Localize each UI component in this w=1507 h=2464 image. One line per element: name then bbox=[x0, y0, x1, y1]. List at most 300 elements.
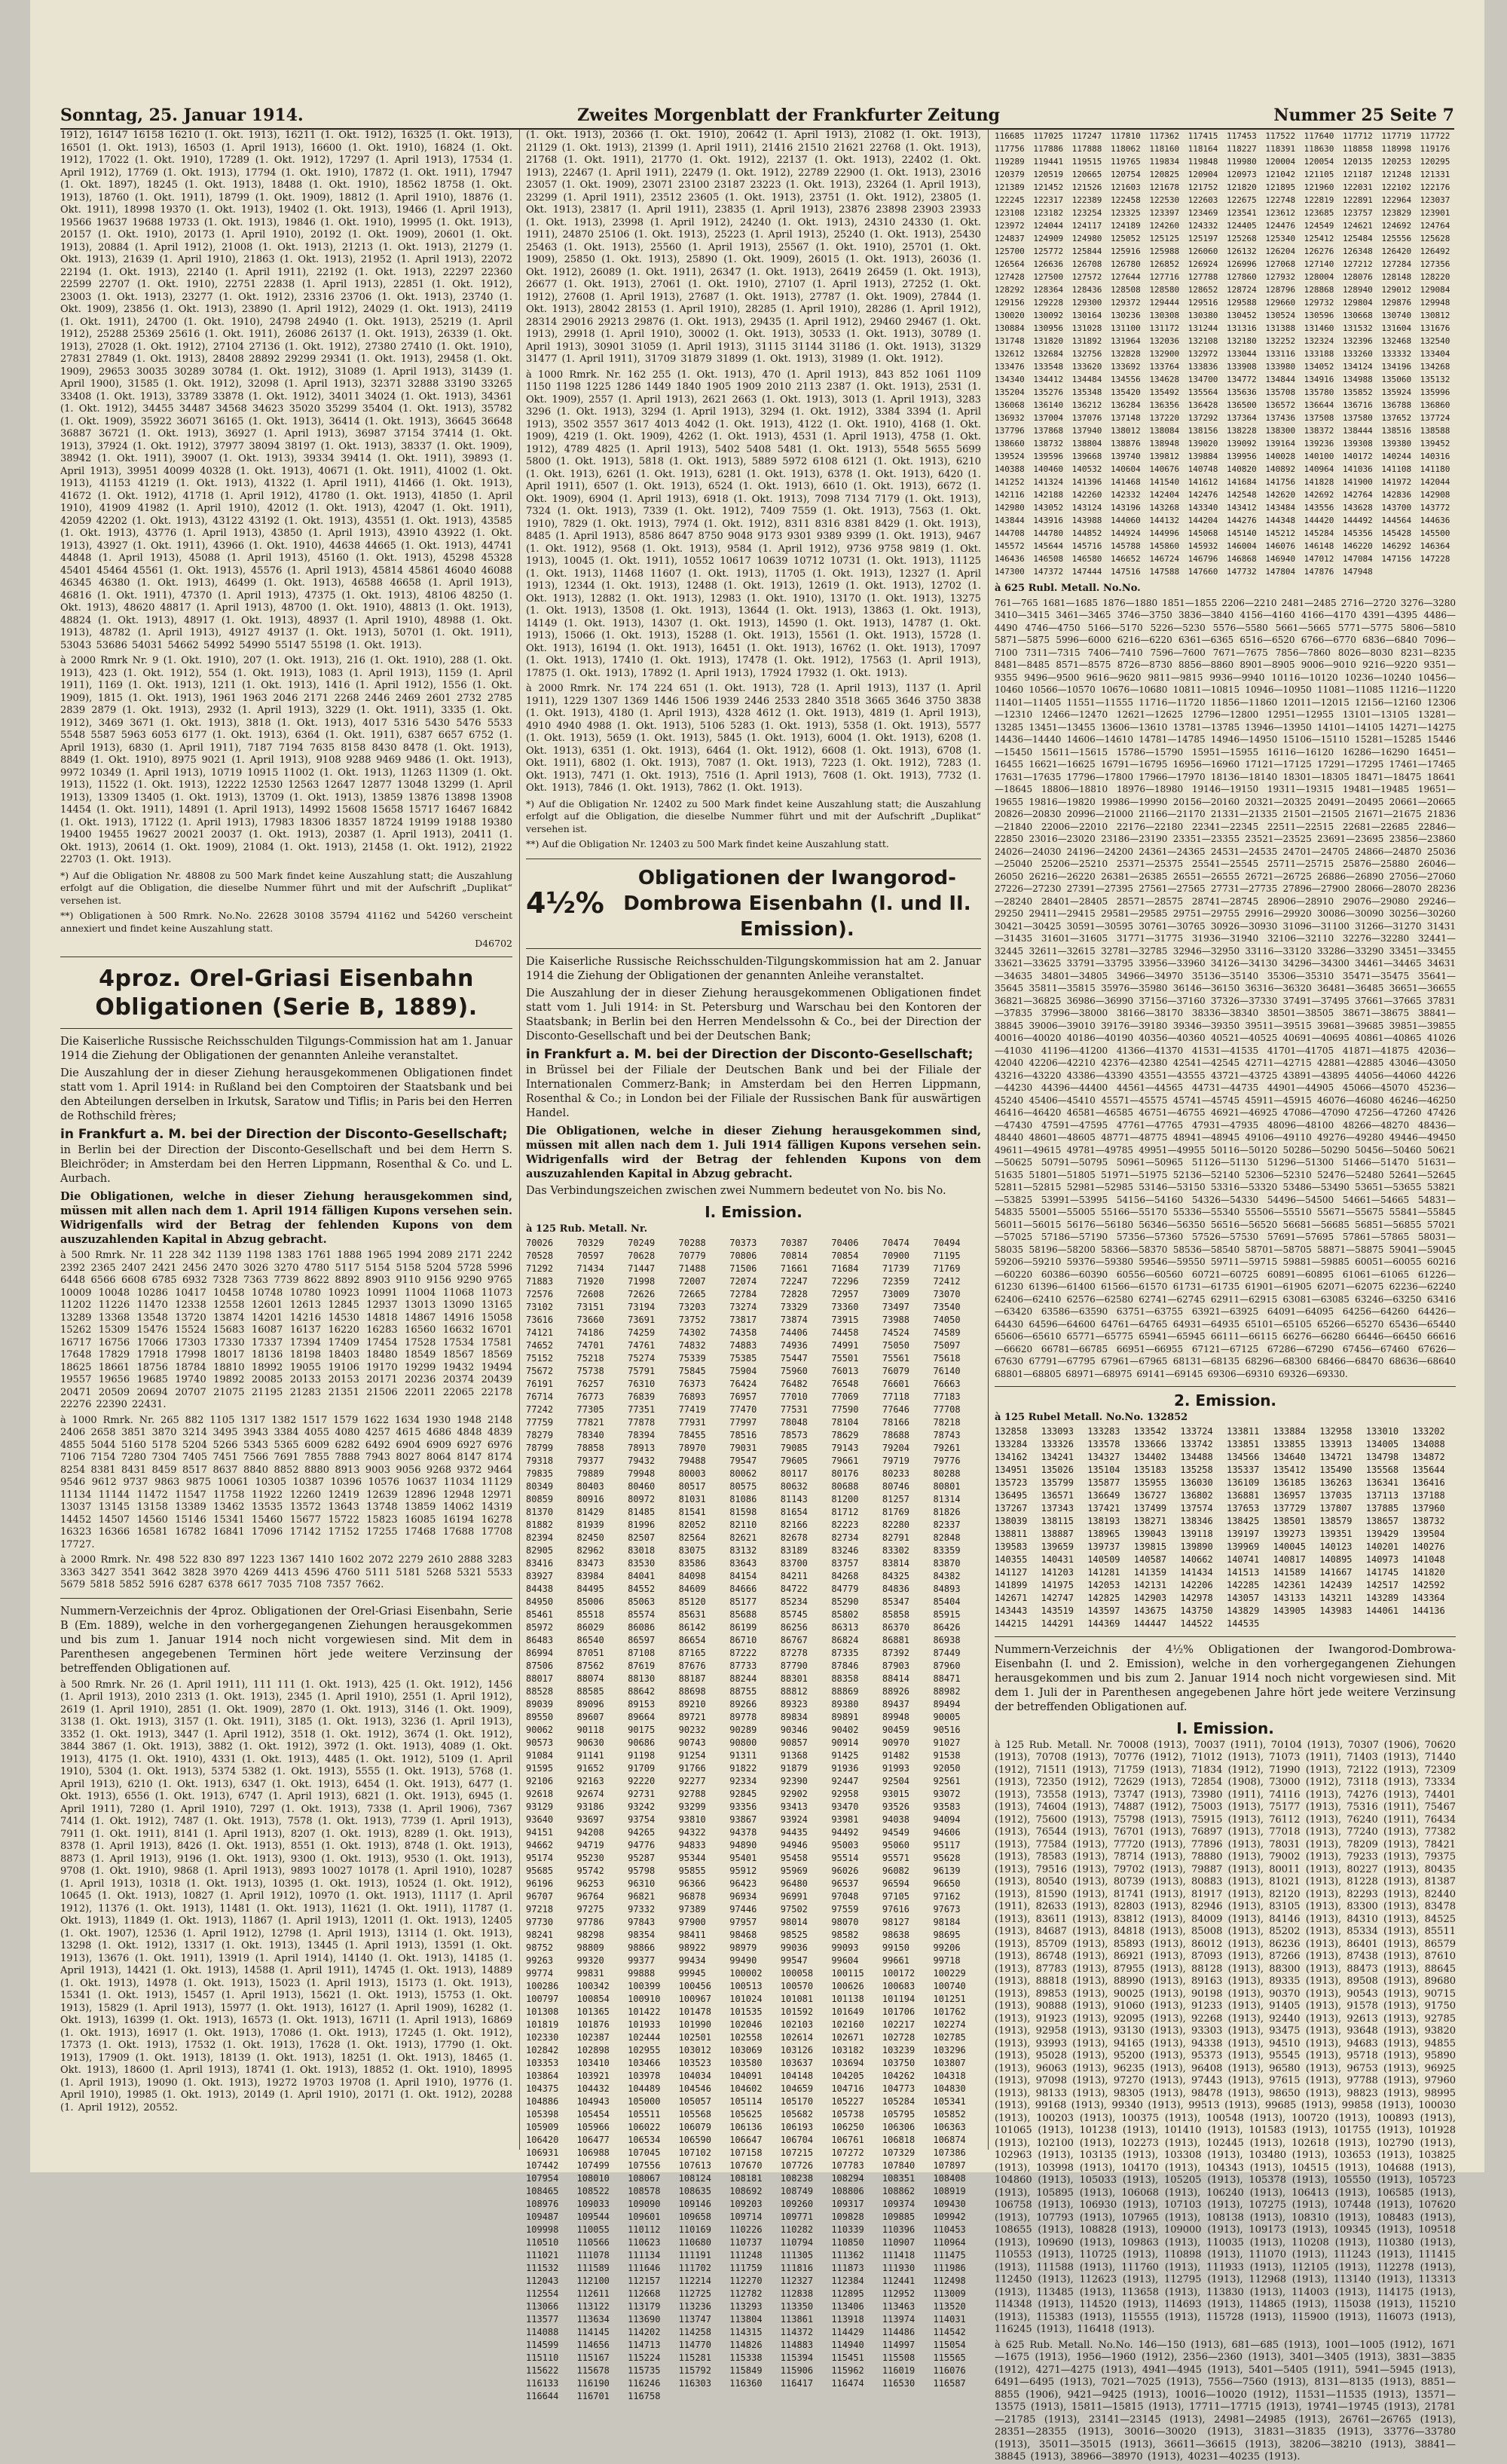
bond-number: 126636 bbox=[1033, 259, 1064, 269]
bond-number: 94322 bbox=[678, 1827, 706, 1838]
bond-number: 76839 bbox=[628, 1391, 656, 1402]
bond-number: 94719 bbox=[576, 1840, 604, 1850]
bond-number: 138948 bbox=[1149, 439, 1180, 448]
bond-number: 106477 bbox=[576, 2135, 610, 2145]
bond-number: 145428 bbox=[1381, 528, 1412, 538]
bond-number: 99718 bbox=[933, 1955, 961, 1966]
bond-number: 104886 bbox=[526, 2096, 559, 2107]
bond-number: 140431 bbox=[1041, 1554, 1074, 1565]
bond-number: 74302 bbox=[678, 1327, 706, 1338]
bond-number: 142285 bbox=[1226, 1580, 1260, 1590]
bond-number: 127572 bbox=[1071, 272, 1102, 282]
bond-number: 97957 bbox=[729, 1917, 757, 1927]
bond-number: 137421 bbox=[1087, 1503, 1120, 1514]
bond-number: 91027 bbox=[933, 1737, 961, 1748]
bond-number: 71292 bbox=[526, 1263, 554, 1274]
bond-number: 84098 bbox=[678, 1571, 706, 1581]
bond-number: 105682 bbox=[780, 2109, 814, 2120]
bond-number: 131604 bbox=[1381, 323, 1412, 333]
bond-number: 81598 bbox=[729, 1507, 757, 1517]
bond-number: 133836 bbox=[1188, 362, 1218, 372]
bond-number: 117712 bbox=[1342, 131, 1373, 141]
bond-number: 129444 bbox=[1149, 298, 1180, 308]
bond-number: 96196 bbox=[526, 1878, 554, 1889]
bond-number: 137220 bbox=[1149, 413, 1180, 423]
col2-top-numbers: (1. Okt. 1913), 20366 (1. Okt. 1910), 20642 (1. April 1913), 21082 (1. Okt. 1913), 21129 (1. Okt. 1913), 21399 (1. April 1911), 21416 21510 21621 22768 (1. Okt. 1913), 21768 (1. Okt. 1911), 21770 (1. Okt. 1912), 22137 (1. Okt. 1913), 22402 (1. Okt. 1913), 22467 (1. April 1911), 22479 (1. Okt. 1912), 22789 22900 (1. Okt. 1913), 23016 23057 (1. Okt. 1909), 23071 23100 23187 23223 (1. Okt. 1913), 23264 (1. April 1913), 23299 (1. April 1911), 23512 23605 (1. Okt. 1913), 23751 (1. Okt. 1912), 23805 (1. Okt. 1913), 23817 (1. April 1911), 23835 (1. April 1913), 23876 23898 23903 23933 (1. Okt. 1913), 23998 (1. April 1912), 24240 (1. Okt. 1913), 24310 24330 (1. Okt. 1911), 24870 25106 (1. Okt. 1913), 25223 (1. April 1913), 25240 (1. Okt. 1913), 25430 25463 (1. Okt. 1913), 25560 (1. April 1913), 25567 (1. Okt. 1910), 25701 (1. Okt. 1909), 25850 (1. Okt. 1913), 25890 (1. Okt. 1909), 26015 (1. Okt. 1913), 26036 (1. Okt. 1912), 26089 (1. Okt. 1911), 26347 (1. Okt. 1913), 26419 26459 (1. Okt. 1913), 26677 (1. Okt. 1913), 27061 (1. Okt. 1910), 27107 (1. April 1913), 27252 (1. Okt. 1912), 27608 (1. April 1913), 27687 (1. Okt. 1913), 27787 (1. Okt. 1909), 27844 (1. Okt. 1913), 28042 28153 (1. April 1910), 28285 (1. April 1910), 28286 (1. April 1912), 28314 29016 29213 29876 (1. Okt. 1913), 29435 (1. April 1912), 29460 29467 (1. Okt. 1913), 29918 (1. April 1910), 30002 (1. Okt. 1913), 30533 (1. Okt. 1913), 30789 (1. April 1913), 30901 31059 (1. April 1913), 31115 31144 31186 (1. Okt. 1913), 31329 31477 (1. April 1911), 31709 31879 31899 (1. Okt. 1913), 31989 (1. Okt. 1912). bbox=[526, 130, 981, 365]
bond-number: 139524 bbox=[995, 451, 1025, 461]
bond-number: 96423 bbox=[729, 1878, 757, 1889]
bond-number: 88982 bbox=[933, 1686, 961, 1697]
bond-number: 114940 bbox=[831, 2340, 864, 2350]
bond-number: 92106 bbox=[526, 1776, 554, 1786]
bond-number: 123469 bbox=[1188, 208, 1218, 218]
bond-number: 104375 bbox=[526, 2083, 559, 2094]
bond-number: 133116 bbox=[1265, 349, 1296, 359]
bond-number: 138660 bbox=[995, 439, 1025, 448]
bond-number: 86256 bbox=[780, 1622, 808, 1633]
bond-number: 83870 bbox=[933, 1558, 961, 1569]
bond-number: 77419 bbox=[678, 1404, 706, 1415]
bond-number: 143211 bbox=[1319, 1593, 1353, 1603]
bond-number: 75152 bbox=[526, 1353, 554, 1364]
bond-number: 107102 bbox=[678, 2147, 712, 2158]
bond-number: 135490 bbox=[1319, 1465, 1353, 1475]
bond-number: 103069 bbox=[729, 2045, 763, 2055]
bond-number: 138732 bbox=[1412, 1516, 1445, 1526]
bond-number: 86767 bbox=[780, 1635, 808, 1645]
bond-number: 90800 bbox=[729, 1737, 757, 1748]
bond-number: 98866 bbox=[628, 1942, 656, 1953]
bond-number: 78688 bbox=[882, 1430, 909, 1440]
bond-number: 88301 bbox=[780, 1673, 808, 1684]
bond-number: 144852 bbox=[1071, 528, 1102, 538]
bond-number: 103012 bbox=[678, 2045, 712, 2055]
bond-number: 73360 bbox=[831, 1302, 859, 1312]
bond-number: 95287 bbox=[628, 1853, 656, 1863]
bond-number: 144204 bbox=[1188, 516, 1218, 525]
iwangorod-nv-text: à 125 Rub. Metall. Nr. 70008 (1913), 70037 (1911), 70104 (1913), 70307 (1906), 70620 (1913), 70708 (1913), 70776 (1912), 71012 (1913), 71073 (1911), 71403 (1913), 71440 (1912), 71511 (1913), 71759 (1913), 71834 (1912), 71990 (1913), 72122 (1913), 72309 (1913), 72350 (1912), 72629 (1913), 72854 (1908), 73000 (1912), 73118 (1913), 73334 (1913), 73558 (1913), 73747 (1913), 73980 (1911), 74116 (1913), 74276 (1913), 74401 (1913), 74604 (1913), 74887 (1912), 75003 (1913), 75177 (1913), 75316 (1911), 75467 (1912), 75600 (1913), 75798 (1913), 75915 (1913), 76112 (1913), 76240 (1911), 76434 (1913), 76544 (1913), 76701 (1913), 76897 (1913), 77018 (1913), 77240 (1913), 77382 (1913), 77584 (1913), 77720 (1913), 77896 (1913), 78031 (1913), 78209 (1913), 78421 (1913), 78583 (1913), 78714 (1913), 78880 (1913), 79002 (1913), 79233 (1913), 79375 (1913), 79516 (1913), 79702 (1913), 79887 (1913), 80011 (1913), 80227 (1913), 80435 (1913), 80540 (1913), 80739 (1913), 80883 (1913), 81021 (1913), 81228 (1913), 81387 (1913), 81590 (1913), 81741 (1913), 81917 (1913), 82120 (1913), 82293 (1913), 82440 (1911), 82633 (1913), 82803 (1913), 82946 (1913), 83105 (1913), 83300 (1913), 83478 (1913), 83611 (1913), 83812 (1913), 84009 (1913), 84146 (1913), 84310 (1913), 84525 (1913), 84687 (1913), 84818 (1913), 85008 (1913), 85202 (1913), 85334 (1913), 85511 (1913), 85709 (1913), 85893 (1913), 86012 (1913), 86236 (1913), 86401 (1913), 86579 (1913), 86748 (1913), 86921 (1913), 87093 (1913), 87266 (1913), 87438 (1913), 87610 (1913), 87783 (1913), 87955 (1913), 88128 (1913), 88300 (1913), 88473 (1913), 88645 (1913), 88818 (1913), 88990 (1913), 89163 (1913), 89335 (1913), 89508 (1913), 89680 (1913), 89853 (1913), 90025 (1913), 90198 (1913), 90370 (1913), 90543 (1913), 90715 (1913), 90888 (1913), 91060 (1913), 91233 (1913), 91405 (1913), 91578 (1913), 91750 (1913), 91923 (1913), 92095 (1913), 92268 (1913), 92440 (1913), 92613 (1913), 92785 (1913), 92958 (1913), 93130 (1913), 93303 (1913), 93475 (1913), 93648 (1913), 93820 (1913), 93993 (1913), 94165 (1913), 94338 (1913), 94510 (1913), 94683 (1913), 94855 (1913), 95028 (1913), 95200 (1913), 95373 (1913), 95545 (1913), 95718 (1913), 95890 (1913), 96063 (1913), 96235 (1913), 96408 (1913), 96580 (1913), 96753 (1913), 96925 (1913), 97098 (1913), 97270 (1913), 97443 (1913), 97615 (1913), 97788 (1913), 97960 (1913), 98133 (1913), 98305 (1913), 98478 (1913), 98650 (1913), 98823 (1913), 98995 (1913), 99168 (1913), 99340 (1913), 99513 (1913), 99685 (1913), 99858 (1913), 100030 (1913), 100203 (1913), 100375 (1913), 100548 (1913), 100720 (1913), 100893 (1913), 101065 (1913), 101238 (1913), 101410 (1913), 101583 (1913), 101755 (1913), 101928 (1913), 102100 (1913), 102273 (1913), 102445 (1913), 102618 (1913), 102790 (1913), 102963 (1913), 103135 (1913), 103308 (1913), 103480 (1913), 103653 (1913), 103825 (1913), 103998 (1913), 104170 (1913), 104343 (1913), 104515 (1913), 104688 (1913), 104860 (1913), 105033 (1913), 105205 (1913), 105378 (1913), 105550 (1913), 105723 (1913), 105895 (1913), 106068 (1913), 106240 (1913), 106413 (1913), 106585 (1913), 106758 (1913), 106930 (1913), 107103 (1913), 107275 (1913), 107448 (1913), 107620 (1913), 107793 (1913), 107965 (1913), 108138 (1913), 108310 (1913), 108483 (1913), 108655 (1913), 108828 (1913), 109000 (1913), 109173 (1913), 109345 (1913), 109518 (1913), 109690 (1913), 109863 (1913), 110035 (1913), 110208 (1913), 110380 (1913), 110553 (1913), 110725 (1913), 110898 (1913), 111070 (1913), 111243 (1913), 111415 (1913), 111588 (1913), 111760 (1913), 111933 (1913), 112105 (1913), 112278 (1913), 112450 (1913), 112623 (1913), 112795 (1913), 112968 (1913), 113140 (1913), 113313 (1913), 113485 (1913), 113658 (1913), 113830 (1913), 114003 (1913), 114175 (1913), 114348 (1913), 114520 (1913), 114693 (1913), 114865 (1913), 115038 (1913), 115210 (1913), 115383 (1913), 115555 (1913), 115728 (1913), 115900 (1913), 116073 (1913), 116245 (1913), 116418 (1913). bbox=[995, 1739, 1456, 2335]
bond-number: 112554 bbox=[526, 2288, 559, 2299]
bond-number: 81996 bbox=[628, 1520, 656, 1530]
bond-number: 126852 bbox=[1149, 259, 1180, 269]
bond-number: 83530 bbox=[628, 1558, 656, 1569]
bond-number: 125916 bbox=[1110, 246, 1141, 256]
bond-number: 86029 bbox=[576, 1622, 604, 1633]
bond-number: 119848 bbox=[1188, 157, 1218, 167]
bond-number: 102558 bbox=[729, 2032, 763, 2043]
bond-number: 142671 bbox=[995, 1593, 1028, 1603]
bond-number: 71998 bbox=[628, 1276, 656, 1287]
bond-number: 95969 bbox=[780, 1866, 808, 1876]
bond-number: 77821 bbox=[576, 1417, 604, 1428]
bond-number: 80062 bbox=[729, 1468, 757, 1479]
bond-number: 89210 bbox=[678, 1699, 706, 1709]
bond-number: 70528 bbox=[526, 1250, 554, 1261]
bond-number: 104716 bbox=[831, 2083, 864, 2094]
bond-number: 112100 bbox=[576, 2276, 610, 2286]
bond-number: 115565 bbox=[933, 2352, 966, 2363]
header-date: Sonntag, 25. Januar 1914. bbox=[60, 106, 304, 125]
bond-number: 78970 bbox=[678, 1443, 706, 1453]
bond-number: 121248 bbox=[1381, 170, 1412, 179]
bond-number: 126420 bbox=[1381, 246, 1412, 256]
bond-number: 83757 bbox=[831, 1558, 859, 1569]
bond-number: 141684 bbox=[1226, 477, 1257, 487]
bond-number: 126924 bbox=[1188, 259, 1218, 269]
bond-number: 102614 bbox=[780, 2032, 814, 2043]
bond-number: 115962 bbox=[831, 2365, 864, 2376]
bond-number: 131820 bbox=[1033, 336, 1064, 346]
bond-number: 103750 bbox=[882, 2058, 916, 2068]
bond-number: 92504 bbox=[882, 1776, 909, 1786]
bond-number: 111759 bbox=[729, 2263, 763, 2273]
bond-number: 80003 bbox=[678, 1468, 706, 1479]
bond-number: 138804 bbox=[1071, 439, 1102, 448]
bond-number: 135276 bbox=[1033, 387, 1064, 397]
bond-number: 137574 bbox=[1180, 1503, 1213, 1514]
bond-number: 88074 bbox=[576, 1673, 604, 1684]
bond-number: 115338 bbox=[729, 2352, 763, 2363]
bond-number: 82280 bbox=[882, 1520, 909, 1530]
bond-number: 81429 bbox=[576, 1507, 604, 1517]
bond-number: 78799 bbox=[526, 1443, 554, 1453]
bond-number: 81654 bbox=[780, 1507, 808, 1517]
bond-number: 70597 bbox=[576, 1250, 604, 1261]
bond-number: 136860 bbox=[1420, 400, 1450, 410]
bond-number: 105625 bbox=[729, 2109, 763, 2120]
bond-number: 112498 bbox=[933, 2276, 966, 2286]
bond-number: 140748 bbox=[1188, 464, 1218, 474]
bond-number: 145860 bbox=[1149, 541, 1180, 551]
bond-number: 136140 bbox=[1033, 400, 1064, 410]
bond-number: 85972 bbox=[526, 1622, 554, 1633]
bond-number: 90573 bbox=[526, 1737, 554, 1748]
bond-number: 144132 bbox=[1149, 516, 1180, 525]
bond-number: 102387 bbox=[576, 2032, 610, 2043]
bond-number: 90630 bbox=[576, 1737, 604, 1748]
col2-series-1000: à 1000 Rmrk. Nr. 162 255 (1. Okt. 1913), 470 (1. April 1913), 843 852 1061 1109 1150 1198 1225 1286 1449 1840 1905 1909 2010 2113 2387 (1. Okt. 1913), 2531 (1. Okt. 1909), 2557 (1. April 1913), 2621 2663 (1. Okt. 1913), 3013 (1. April 1913), 3283 3296 (1. Okt. 1913), 3294 (1. April 1913), 3294 (1. Okt. 1912), 3384 3394 (1. April 1913), 3502 3557 3617 4013 4042 (1. Okt. 1913), 4122 (1. Okt. 1910), 4168 (1. Okt. 1909), 4219 (1. Okt. 1909), 4262 (1. Okt. 1913), 4531 (1. April 1913), 4758 (1. Okt. 1912), 4789 4825 (1. April 1913), 5402 5408 5481 (1. Okt. 1913), 5548 5655 5699 5800 (1. Okt. 1913), 5818 (1. Okt. 1913), 5889 5972 6108 6121 (1. Okt. 1913), 6210 (1. Okt. 1913), 6261 (1. Okt. 1913), 6281 (1. Okt. 1913), 6378 (1. Okt. 1913), 6420 (1. April 1911), 6507 (1. Okt. 1913), 6524 (1. Okt. 1913), 6610 (1. Okt. 1913), 6672 (1. Okt. 1909), 6904 (1. April 1913), 6918 (1. Okt. 1913), 7098 7134 7179 (1. Okt. 1913), 7324 (1. Okt. 1913), 7339 (1. Okt. 1912), 7409 7559 (1. Okt. 1913), 7563 (1. Okt. 1910), 7829 (1. Okt. 1913), 7974 (1. Okt. 1912), 8311 8316 8381 8429 (1. Okt. 1913), 8485 (1. April 1913), 8586 8647 8750 9048 9173 9301 9389 9399 (1. Okt. 1913), 9467 (1. Okt. 1912), 9568 (1. Okt. 1913), 9584 (1. April 1912), 9736 9758 9819 (1. Okt. 1913), 10045 (1. Okt. 1911), 10552 10617 10639 10712 10731 (1. Okt. 1913), 11125 (1. Okt. 1913), 11468 11607 (1. Okt. 1913), 11705 (1. Okt. 1913), 12327 (1. April 1913), 12344 (1. Okt. 1913), 12488 (1. Okt. 1913), 12619 (1. Okt. 1913), 12702 (1. Okt. 1913), 12882 (1. Okt. 1913), 12983 (1. Okt. 1910), 13170 (1. Okt. 1913), 13275 (1. Okt. 1913), 13508 (1. Okt. 1913), 13644 (1. Okt. 1913), 13863 (1. Okt. 1913), 14149 (1. Okt. 1913), 14307 (1. Okt. 1913), 14590 (1. Okt. 1913), 14787 (1. Okt. 1913), 15066 (1. Okt. 1913), 15288 (1. Okt. 1913), 15561 (1. Okt. 1913), 15728 (1. Okt. 1913), 16194 (1. Okt. 1913), 16451 (1. Okt. 1913), 16762 (1. Okt. 1913), 17097 (1. Okt. 1913), 17410 (1. Okt. 1913), 17478 (1. Okt. 1912), 17563 (1. April 1913), 17875 (1. Okt. 1913), 17892 (1. April 1913), 17924 17932 (1. Okt. 1913). bbox=[526, 369, 981, 679]
bond-number: 89437 bbox=[882, 1699, 909, 1709]
bond-number: 121820 bbox=[1226, 182, 1257, 192]
bond-number: 97616 bbox=[882, 1904, 909, 1915]
bond-number: 105738 bbox=[831, 2109, 864, 2120]
bond-number: 140676 bbox=[1149, 464, 1180, 474]
bond-number: 111986 bbox=[933, 2263, 966, 2273]
bond-number: 89380 bbox=[831, 1699, 859, 1709]
bond-number: 106988 bbox=[576, 2147, 610, 2158]
bond-number: 110964 bbox=[933, 2237, 966, 2248]
bond-number: 112611 bbox=[576, 2288, 610, 2299]
bond-number: 120665 bbox=[1071, 170, 1102, 179]
bond-number: 114542 bbox=[933, 2327, 966, 2337]
bond-number: 93583 bbox=[933, 1801, 961, 1812]
bond-number: 110566 bbox=[576, 2237, 610, 2248]
bond-number: 111305 bbox=[780, 2250, 814, 2260]
bond-number: 75561 bbox=[882, 1353, 909, 1364]
bond-number: 123901 bbox=[1420, 208, 1450, 218]
bond-number: 91709 bbox=[628, 1763, 656, 1774]
bond-number: 73151 bbox=[576, 1302, 604, 1312]
bond-number: 146004 bbox=[1226, 541, 1257, 551]
bond-number: 105398 bbox=[526, 2109, 559, 2120]
bond-number: 121187 bbox=[1342, 170, 1373, 179]
bond-number: 108408 bbox=[933, 2173, 966, 2184]
bond-number: 129732 bbox=[1304, 298, 1334, 308]
bond-number: 117719 bbox=[1381, 131, 1412, 141]
bond-number: 132858 bbox=[995, 1426, 1028, 1437]
bond-number: 134327 bbox=[1087, 1452, 1120, 1462]
bond-number: 100115 bbox=[831, 1968, 864, 1979]
orel-intro-3: in Berlin bei der Direction der Disconto-Gesellschaft und bei dem Herrn S. Bleichröder; in Amsterdam bei den Herren Lippmann, Rosenthal & Co. und L. Aurbach. bbox=[60, 1144, 512, 1185]
bond-number: 133326 bbox=[1041, 1439, 1074, 1449]
bond-number: 96764 bbox=[576, 1891, 604, 1902]
bond-number: 103921 bbox=[576, 2071, 610, 2081]
bond-number: 79143 bbox=[831, 1443, 859, 1453]
bond-number: 84893 bbox=[933, 1584, 961, 1594]
bond-number: 96480 bbox=[780, 1878, 808, 1889]
bond-number: 121603 bbox=[1110, 182, 1141, 192]
bond-number: 142903 bbox=[1133, 1593, 1167, 1603]
bond-number: 127644 bbox=[1110, 272, 1141, 282]
bond-number: 90402 bbox=[831, 1725, 859, 1735]
bond-number: 80233 bbox=[882, 1468, 909, 1479]
bond-number: 100229 bbox=[933, 1968, 966, 1979]
bond-number: 120253 bbox=[1381, 157, 1412, 167]
bond-number: 137868 bbox=[1033, 426, 1064, 436]
bond-number: 144564 bbox=[1381, 516, 1412, 525]
bond-number: 82848 bbox=[933, 1532, 961, 1543]
bond-number: 102955 bbox=[628, 2045, 661, 2055]
bond-number: 82905 bbox=[526, 1545, 554, 1556]
bond-number: 135492 bbox=[1149, 387, 1180, 397]
bond-number: 110680 bbox=[678, 2237, 712, 2248]
bond-number: 80349 bbox=[526, 1481, 554, 1492]
bond-number: 143124 bbox=[1071, 503, 1102, 513]
bond-number: 138444 bbox=[1342, 426, 1373, 436]
bond-number: 86654 bbox=[678, 1635, 706, 1645]
iwangorod-intro-2: Die Auszahlung der in dieser Ziehung herausgekommenen Obligationen findet statt vom 1. Juli 1914: in St. Petersburg und Warschau bei den Kontoren der Staatsbank; in Berlin bei den Herren Mendelssohn & Co., bei der Direction der Disconto-Gesellschaft und bei der Deutschen Bank; bbox=[526, 987, 981, 1042]
bond-number: 103410 bbox=[576, 2058, 610, 2068]
bond-number: 102274 bbox=[933, 2019, 966, 2030]
bond-number: 135852 bbox=[1342, 387, 1373, 397]
bond-number: 144276 bbox=[1226, 516, 1257, 525]
bond-number: 133980 bbox=[1265, 362, 1296, 372]
bond-number: 105852 bbox=[933, 2109, 966, 2120]
bond-number: 116758 bbox=[628, 2391, 661, 2401]
bond-number: 112895 bbox=[831, 2288, 864, 2299]
bond-number: 75738 bbox=[576, 1366, 604, 1376]
bond-number: 108862 bbox=[882, 2186, 916, 2196]
bond-number: 131172 bbox=[1149, 323, 1180, 333]
bond-number: 107329 bbox=[882, 2147, 916, 2158]
bond-number: 110850 bbox=[831, 2237, 864, 2248]
bond-number: 110737 bbox=[729, 2237, 763, 2248]
bond-number: 133764 bbox=[1149, 362, 1180, 372]
bond-number: 123972 bbox=[995, 221, 1025, 231]
bond-number: 135924 bbox=[1381, 387, 1412, 397]
bond-number: 81143 bbox=[780, 1494, 808, 1504]
bond-number: 140820 bbox=[1226, 464, 1257, 474]
bond-number: 103580 bbox=[729, 2058, 763, 2068]
bond-number: 81485 bbox=[628, 1507, 656, 1517]
bond-number: 73540 bbox=[933, 1302, 961, 1312]
bond-number: 80460 bbox=[628, 1481, 656, 1492]
bond-number: 74406 bbox=[780, 1327, 808, 1338]
bond-number: 117522 bbox=[1265, 131, 1296, 141]
bond-number: 106022 bbox=[628, 2122, 661, 2132]
bond-number: 102842 bbox=[526, 2045, 559, 2055]
bond-number: 123757 bbox=[1342, 208, 1373, 218]
bond-number: 133811 bbox=[1226, 1426, 1260, 1437]
bond-number: 87449 bbox=[933, 1648, 961, 1658]
bond-number: 138887 bbox=[1041, 1529, 1074, 1539]
bond-number: 130020 bbox=[995, 311, 1025, 320]
bond-number: 138811 bbox=[995, 1529, 1028, 1539]
bond-number: 104148 bbox=[780, 2071, 814, 2081]
bond-number: 73817 bbox=[729, 1315, 757, 1325]
bond-number: 87222 bbox=[729, 1648, 757, 1658]
bond-number: 95060 bbox=[882, 1840, 909, 1850]
bond-number: 75385 bbox=[729, 1353, 757, 1364]
bond-number: 112270 bbox=[729, 2276, 763, 2286]
bond-number: 147804 bbox=[1265, 567, 1296, 577]
bond-number: 133476 bbox=[995, 362, 1025, 372]
bond-number: 91936 bbox=[831, 1763, 859, 1774]
bond-number: 83927 bbox=[526, 1571, 554, 1581]
bond-number: 134951 bbox=[995, 1465, 1028, 1475]
bond-number: 125988 bbox=[1149, 246, 1180, 256]
bond-number: 98127 bbox=[882, 1917, 909, 1927]
bond-number: 76140 bbox=[933, 1366, 961, 1376]
bond-number: 125556 bbox=[1381, 234, 1412, 243]
bond-number: 97502 bbox=[780, 1904, 808, 1915]
col1-series-2000: à 2000 Rmrk Nr. 9 (1. Okt. 1910), 207 (1. Okt. 1913), 216 (1. Okt. 1910), 288 (1. Okt. 1913), 423 (1. Okt. 1912), 554 (1. Okt. 1913), 1083 (1. April 1913), 1159 (1. April 1911), 1169 (1. Okt. 1913), 1211 (1. Okt. 1913), 1416 (1. April 1912), 1556 (1. Okt. 1909), 1815 (1. Okt. 1913), 1961 1963 2046 2171 2268 2446 2469 2601 2732 2785 2839 2879 (1. Okt. 1913), 2932 (1. April 1913), 3229 (1. Okt. 1911), 3335 (1. Okt. 1912), 3469 3671 (1. Okt. 1913), 3818 (1. Okt. 1913), 4017 5316 5430 5476 5533 5548 5587 5963 6053 6177 (1. Okt. 1913), 6364 (1. Okt. 1911), 6387 6657 6752 (1. April 1913), 6830 (1. April 1911), 7187 7194 7635 8158 8430 8478 (1. Okt. 1913), 8849 (1. Okt. 1910), 8975 9021 (1. April 1913), 9108 9288 9469 9486 (1. Okt. 1913), 9972 10349 (1. April 1913), 10719 10915 11002 (1. Okt. 1913), 11263 11309 (1. Okt. 1913), 11522 (1. Okt. 1913), 12222 12530 12563 12647 12877 13048 13299 (1. April 1913), 13309 13405 (1. Okt. 1913), 13709 (1. Okt. 1913), 13859 13876 13898 13908 14454 (1. Okt. 1911), 14891 (1. April 1913), 14992 15608 15658 15717 16467 16842 (1. Okt. 1913), 17122 (1. April 1913), 17983 18306 18357 18724 19199 19188 19380 19400 19455 19627 20021 20037 (1. Okt. 1913), 20387 (1. April 1913), 20411 (1. Okt. 1913), 20614 (1. Okt. 1909), 21084 (1. Okt. 1913), 21458 (1. Okt. 1912), 21922 22703 (1. Okt. 1913). bbox=[60, 655, 512, 865]
bond-number: 135060 bbox=[1381, 375, 1412, 384]
bond-number: 139884 bbox=[1188, 451, 1218, 461]
bond-number: 103694 bbox=[831, 2058, 864, 2068]
bond-number: 140244 bbox=[1381, 451, 1412, 461]
bond-number: 93299 bbox=[678, 1801, 706, 1812]
bond-number: 71661 bbox=[780, 1263, 808, 1274]
bond-number: 139969 bbox=[1226, 1541, 1260, 1552]
bond-number: 98525 bbox=[780, 1930, 808, 1940]
bond-number: 80801 bbox=[933, 1481, 961, 1492]
bond-number: 111248 bbox=[729, 2250, 763, 2260]
bond-number: 95628 bbox=[933, 1853, 961, 1863]
bond-number: 99093 bbox=[831, 1942, 859, 1953]
bond-number: 80117 bbox=[780, 1468, 808, 1479]
col3-number-grid bbox=[995, 130, 1456, 578]
bond-number: 71920 bbox=[576, 1276, 604, 1287]
bond-number: 123397 bbox=[1149, 208, 1180, 218]
bond-number: 114258 bbox=[678, 2327, 712, 2337]
bond-number: 108692 bbox=[729, 2186, 763, 2196]
bond-number: 96537 bbox=[831, 1878, 859, 1889]
bond-number: 70026 bbox=[526, 1238, 554, 1248]
bond-number: 132396 bbox=[1342, 336, 1373, 346]
bond-number: 143364 bbox=[1412, 1593, 1445, 1603]
bond-number: 136644 bbox=[1304, 400, 1334, 410]
bond-number: 139668 bbox=[1071, 451, 1102, 461]
bond-number: 125268 bbox=[1226, 234, 1257, 243]
bond-number: 136572 bbox=[1265, 400, 1296, 410]
bond-number: 111475 bbox=[933, 2250, 966, 2260]
bond-number: 125412 bbox=[1304, 234, 1334, 243]
bond-number: 105057 bbox=[678, 2096, 712, 2107]
bond-number: 96139 bbox=[933, 1866, 961, 1876]
bond-number: 89891 bbox=[831, 1712, 859, 1722]
bond-number: 123182 bbox=[1033, 208, 1064, 218]
bond-number: 114713 bbox=[628, 2340, 661, 2350]
bond-number: 118160 bbox=[1149, 144, 1180, 154]
bond-number: 85006 bbox=[576, 1596, 604, 1607]
bond-number: 137035 bbox=[1319, 1490, 1353, 1501]
bond-number: 114826 bbox=[729, 2340, 763, 2350]
bond-number: 130812 bbox=[1420, 311, 1450, 320]
bond-number: 93640 bbox=[526, 1814, 554, 1825]
bond-number: 109430 bbox=[933, 2199, 966, 2209]
bond-number: 78394 bbox=[628, 1430, 656, 1440]
bond-number: 140045 bbox=[1273, 1541, 1306, 1552]
bond-number: 100570 bbox=[780, 1981, 814, 1991]
bond-number: 74358 bbox=[729, 1327, 757, 1338]
bond-number: 84211 bbox=[780, 1571, 808, 1581]
bond-number: 103523 bbox=[678, 2058, 712, 2068]
orel-intro-1: Die Kaiserliche Russische Reichsschulden Tilgungs-Commission hat am 1. Januar 1914 die Ziehung der Obligationen der genannten Anleihe veranstaltet. bbox=[60, 1035, 512, 1062]
bond-number: 104546 bbox=[678, 2083, 712, 2094]
bond-number: 90346 bbox=[780, 1725, 808, 1735]
bond-number: 89721 bbox=[678, 1712, 706, 1722]
bond-number: 120825 bbox=[1149, 170, 1180, 179]
bond-number: 136109 bbox=[1226, 1477, 1260, 1488]
bond-number: 141468 bbox=[1110, 477, 1141, 487]
bond-number: 76601 bbox=[882, 1379, 909, 1389]
bond-number: 136500 bbox=[1226, 400, 1257, 410]
bond-number: 140662 bbox=[1180, 1554, 1213, 1565]
bond-number: 129948 bbox=[1420, 298, 1450, 308]
bond-number: 77183 bbox=[933, 1391, 961, 1402]
bond-number: 120519 bbox=[1033, 170, 1064, 179]
bond-number: 91766 bbox=[678, 1763, 706, 1774]
bond-number: 76373 bbox=[678, 1379, 706, 1389]
bond-number: 135955 bbox=[1133, 1477, 1167, 1488]
bond-number: 140532 bbox=[1071, 464, 1102, 474]
bond-number: 111702 bbox=[678, 2263, 712, 2273]
bond-number: 128364 bbox=[1033, 285, 1064, 295]
iwangorod-percent: 4½% bbox=[526, 886, 604, 920]
bond-number: 93924 bbox=[780, 1814, 808, 1825]
bond-number: 121105 bbox=[1304, 170, 1334, 179]
bond-number: 88414 bbox=[882, 1673, 909, 1684]
bond-number: 93526 bbox=[882, 1801, 909, 1812]
bond-number: 72007 bbox=[678, 1276, 706, 1287]
bond-number: 132684 bbox=[1033, 349, 1064, 359]
bond-number: 107272 bbox=[831, 2147, 864, 2158]
bond-number: 97275 bbox=[576, 1904, 604, 1915]
bond-number: 98752 bbox=[526, 1942, 554, 1953]
bond-number: 114486 bbox=[882, 2327, 916, 2337]
bond-number: 73194 bbox=[628, 1302, 656, 1312]
bond-number: 134088 bbox=[1412, 1439, 1445, 1449]
bond-number: 87506 bbox=[526, 1661, 554, 1671]
bond-number: 140123 bbox=[1319, 1541, 1353, 1552]
bond-number: 95685 bbox=[526, 1866, 554, 1876]
bond-number: 114599 bbox=[526, 2340, 559, 2350]
bond-number: 132972 bbox=[1188, 349, 1218, 359]
bond-number: 95401 bbox=[729, 1853, 757, 1863]
bond-number: 102728 bbox=[882, 2032, 916, 2043]
bond-number: 113520 bbox=[933, 2301, 966, 2312]
